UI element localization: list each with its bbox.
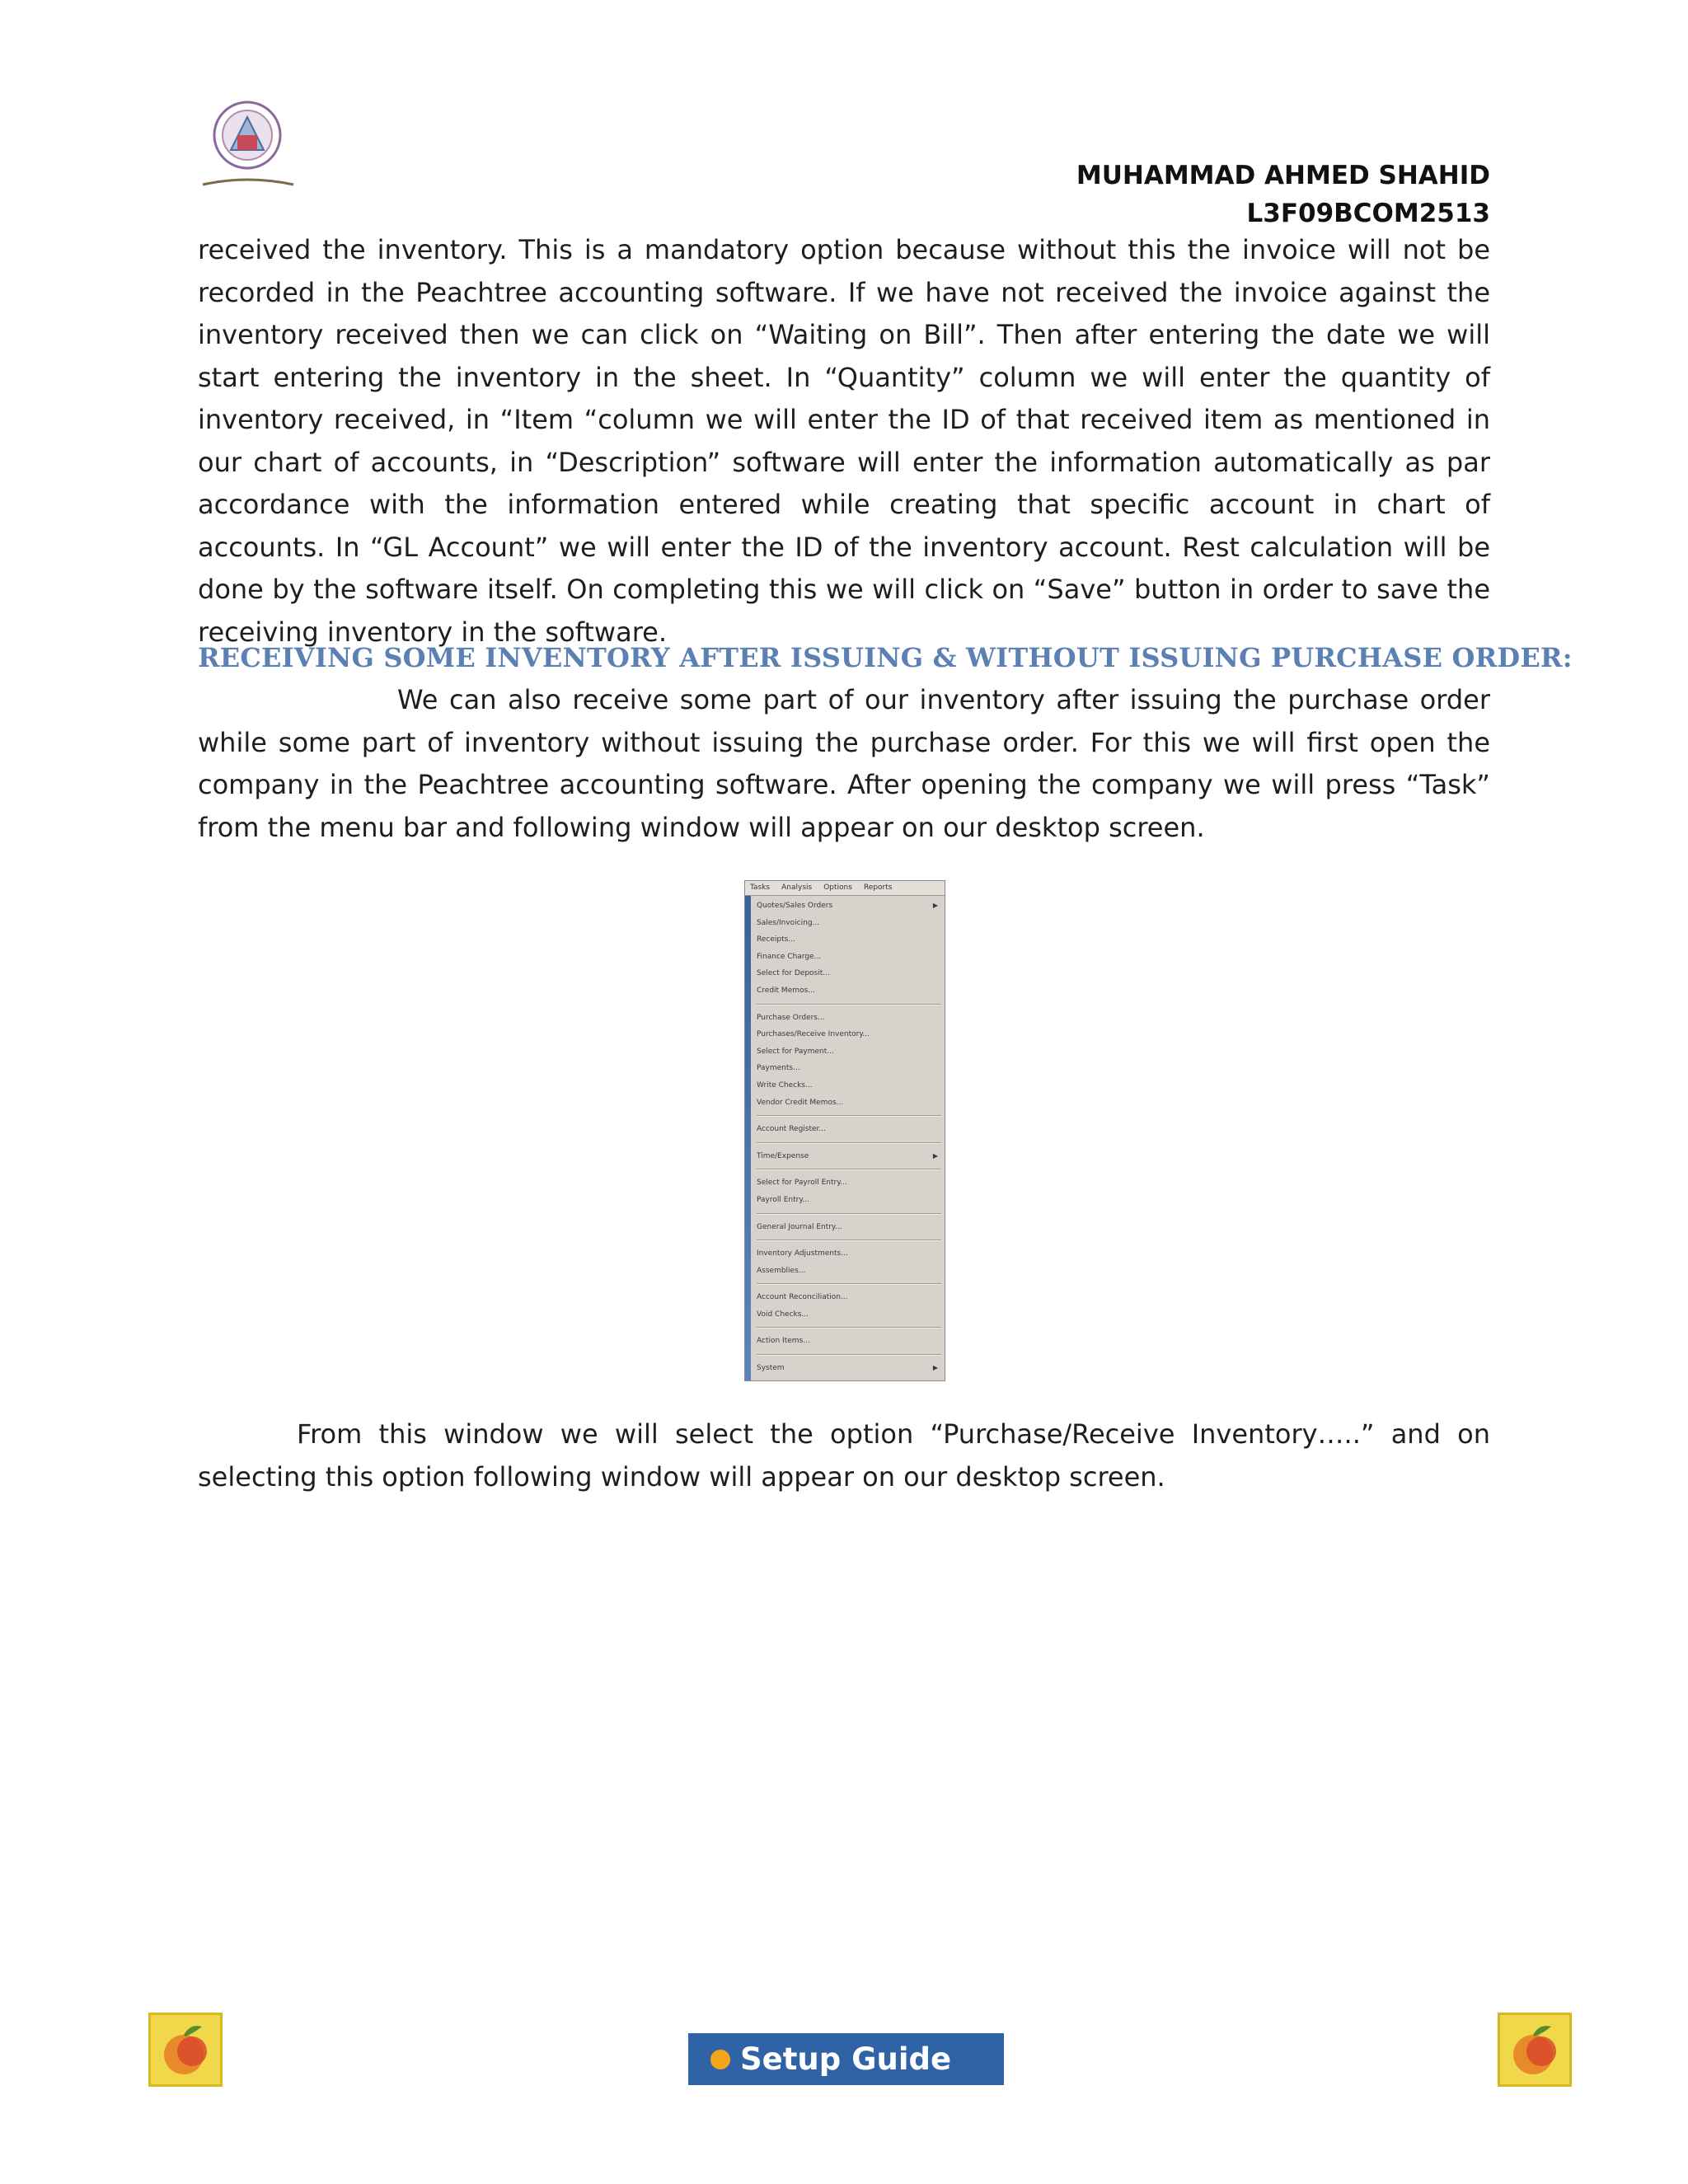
menu-item — [757, 915, 941, 932]
menu-item — [757, 1026, 941, 1043]
menu-item — [757, 1060, 941, 1077]
author-id: L3F09BCOM2513 — [1246, 199, 1490, 228]
menu-item — [757, 1121, 941, 1138]
menu-separator — [757, 1213, 941, 1215]
submenu-arrow-icon: ▶ — [932, 1364, 938, 1372]
menu-item — [757, 1245, 941, 1263]
menu-item-label: Select for Deposit... — [757, 969, 830, 978]
menu-separator — [757, 1004, 941, 1005]
menu-item-label: System — [757, 1364, 785, 1373]
menu-item — [757, 965, 941, 982]
menu-separator — [757, 1354, 941, 1356]
menu-item-label: Void Checks... — [757, 1310, 809, 1319]
university-crest-icon — [196, 92, 320, 191]
peach-icon — [148, 2013, 223, 2087]
bullet-dot-icon — [710, 2050, 730, 2069]
menu-item-label: Inventory Adjustments... — [757, 1249, 848, 1258]
menu-item — [757, 1094, 941, 1112]
menu-item-label: Vendor Credit Memos... — [757, 1098, 844, 1107]
menu-bar — [745, 881, 945, 896]
menu-item — [757, 898, 941, 915]
menu-item — [757, 1219, 941, 1236]
menu-item — [757, 1263, 941, 1280]
menu-item — [757, 1192, 941, 1209]
author-block — [1076, 157, 1490, 232]
menu-item — [757, 1077, 941, 1094]
menu-item-label: Payments... — [757, 1064, 800, 1073]
menu-item-label: Account Reconciliation... — [757, 1293, 848, 1302]
menu-item — [757, 931, 941, 949]
menu-separator — [757, 1115, 941, 1117]
menu-item-label: Purchase Orders... — [757, 1013, 825, 1022]
paragraph-3 — [198, 1413, 1490, 1498]
setup-guide-banner — [688, 2033, 1004, 2085]
menu-item — [757, 1289, 941, 1306]
menu-item — [757, 982, 941, 1000]
paragraph-3-text: From this window we will select the option “Purchase/Receive Inventory…..” and on selecting this option following window will appear on our desktop screen. — [198, 1418, 1490, 1493]
menu-item-label: Write Checks... — [757, 1080, 813, 1090]
menubar-item: Tasks — [750, 883, 771, 892]
menu-item-label: Finance Charge... — [757, 952, 822, 961]
tasks-menu-screenshot — [744, 880, 945, 1381]
menu-item-label: Purchases/Receive Inventory... — [757, 1030, 870, 1039]
menu-item — [757, 1360, 941, 1377]
menu-separator — [757, 1240, 941, 1241]
menu-item-label: Sales/Invoicing... — [757, 918, 820, 927]
menu-separator — [757, 1327, 941, 1329]
menu-item — [757, 1010, 941, 1027]
menu-item-label: Time/Expense — [757, 1151, 809, 1160]
paragraph-1: received the inventory. This is a mandatory option because without this the invoice will not be recorded in the Peachtree accounting software. If we have not received the invoice against the inventory received then we can click on “Waiting on Bill”. Then after entering the date we will start entering the inventory in the sheet. In “Quantity” column we will enter the quantity of inventory received, in “Item “column we will enter the ID of that received item as mentioned in our chart of accounts, in “Description” software will enter the information automatically as par accordance with the information entered while creating that specific account in chart of accounts. In “GL Account” we will enter the ID of the inventory account. Rest calculation will be done by the software itself. On completing this we will click on “Save” button in order to save the receiving inventory in the software. — [198, 234, 1490, 648]
menu-item — [757, 1174, 941, 1192]
menubar-item: Reports — [863, 883, 893, 892]
menu-side-stripe — [745, 896, 751, 1380]
menu-item-label: Quotes/Sales Orders — [757, 902, 833, 910]
menu-item-label: Account Register... — [757, 1125, 827, 1134]
menu-separator — [757, 1283, 941, 1285]
menu-separator — [757, 1142, 941, 1144]
menu-list — [757, 898, 941, 1377]
submenu-arrow-icon: ▶ — [932, 1151, 938, 1160]
menu-item-label: Payroll Entry... — [757, 1195, 809, 1204]
submenu-arrow-icon: ▶ — [932, 902, 938, 909]
menu-item-label: Action Items... — [757, 1337, 810, 1346]
menu-separator — [757, 1169, 941, 1170]
menu-item-label: Credit Memos... — [757, 986, 815, 995]
menu-item-label: General Journal Entry... — [757, 1222, 842, 1231]
menu-item — [757, 1333, 941, 1350]
menubar-item: Options — [823, 883, 852, 892]
menu-item-label: Receipts... — [757, 935, 795, 944]
setup-guide-label: Setup Guide — [740, 2041, 952, 2077]
menu-item — [757, 1043, 941, 1061]
menu-item — [757, 1306, 941, 1324]
menubar-item: Analysis — [781, 883, 813, 892]
menu-item-label: Select for Payroll Entry... — [757, 1179, 847, 1188]
section-heading: RECEIVING SOME INVENTORY AFTER ISSUING & WITHOUT ISSUING PURCHASE ORDER: — [198, 642, 1573, 673]
menu-item — [757, 949, 941, 966]
menu-item-label: Assemblies... — [757, 1266, 806, 1275]
paragraph-2-text: We can also receive some part of our inventory after issuing the purchase order while some part of inventory without issuing the purchase order. For this we will first open the company in the Peachtree accounting software. After opening the company we will press “Task” from the menu bar and following window will appear on our desktop screen. — [198, 684, 1490, 843]
menu-item-label: Select for Payment... — [757, 1047, 834, 1056]
peach-icon — [1498, 2013, 1572, 2087]
author-name: MUHAMMAD AHMED SHAHID — [1076, 161, 1490, 190]
paragraph-2 — [198, 679, 1490, 849]
menu-item — [757, 1148, 941, 1165]
